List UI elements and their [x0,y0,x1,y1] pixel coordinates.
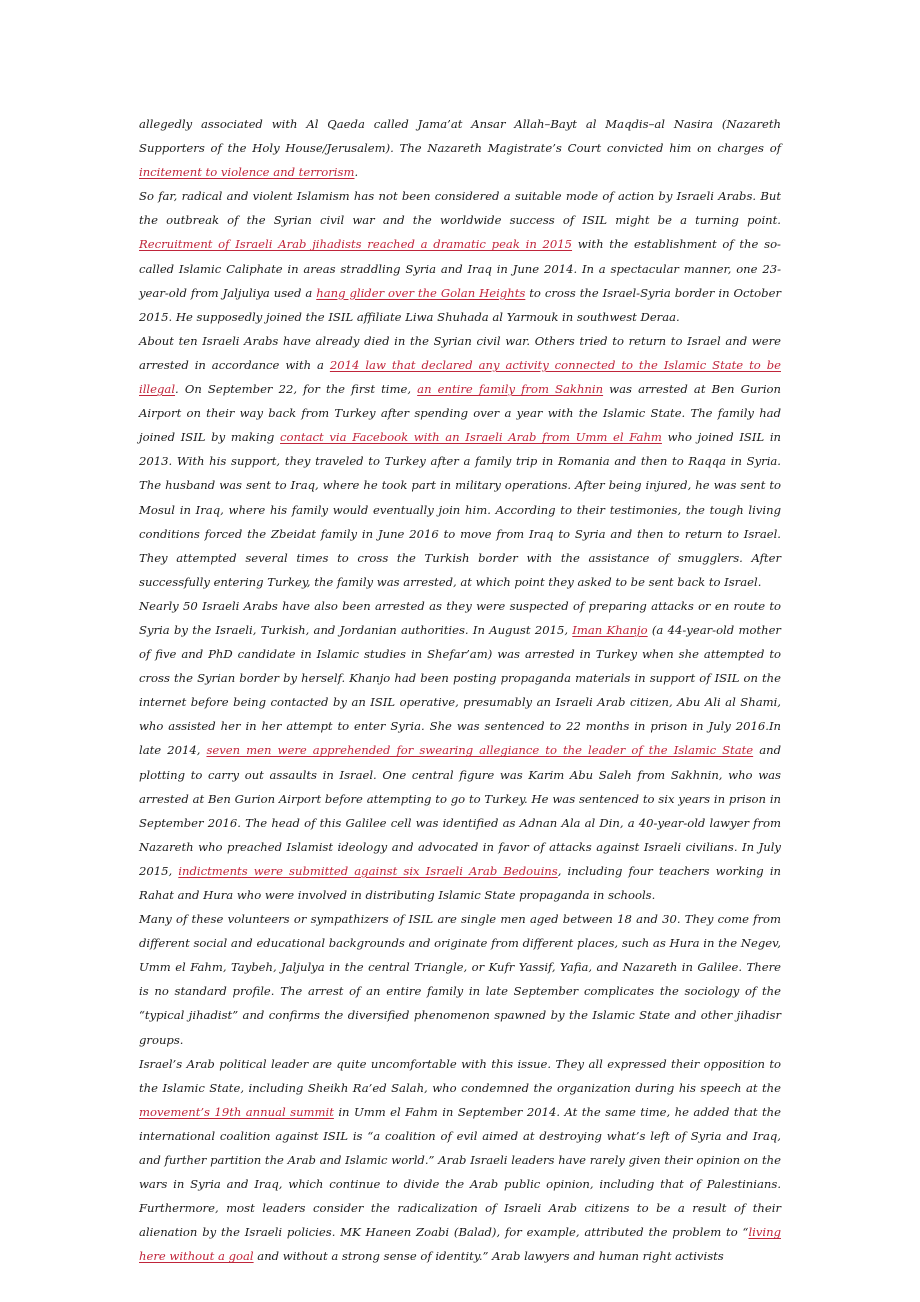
body-text: in Umm el Fahm in September 2014. At the same time, he added that the international coalition against ISIL is “a coalition of evil aimed at destroying what’s left of Syria and Iraq, and further partition the Arab and Islamic world.” Arab Israeli leaders have rarely given their opinion on the wars in Syria and Iraq, which continue to divide the Arab public opinion, including that of Palestinians. Furthermore, most leaders consider the radicalization of Israeli Arab citizens to be a result of their alienation by the Israeli policies. MK Haneen Zoabi (Balad), for example, attributed the problem to “ [139,1104,781,1240]
body-text: . [354,165,359,180]
hyperlink[interactable]: indictments were submitted against six Israeli Arab Bedouins [178,863,558,878]
hyperlink[interactable]: hang glider over the Golan Heights [316,285,526,300]
body-text: . On September 22, for the first time, [175,382,418,397]
paragraph [139,329,781,594]
body-text: , including four teachers working in Rahat and Hura who were involved in distributing Islamic State propaganda in schools. [139,863,781,902]
hyperlink[interactable]: movement’s 19th annual summit [139,1104,334,1119]
body-text: Israel’s Arab political leader are quite uncomfortable with this issue. They all expressed their opposition to the Islamic State, including Sheikh Ra’ed Salah, who condemned the organization during his speech at the [139,1056,781,1095]
body-text: with the establishment of the so-called Islamic Caliphate in areas straddling Syria and Iraq in June 2014. In a spectacular manner, one 23-year-old from Jaljuliya used a [139,237,781,300]
hyperlink[interactable]: an entire family from Sakhnin [417,382,604,397]
body-text: Nearly 50 Israeli Arabs have also been arrested as they were suspected of preparing attacks or en route to Syria by the Israeli, Turkish, and Jordanian authorities. In August 2015, [139,598,781,637]
body-text: About ten Israeli Arabs have already died in the Syrian civil war. Others tried to return to Israel and were arrested in accordance with a [139,333,781,372]
body-text: allegedly associated with Al Qaeda called Jama’at Ansar Allah–Bayt al Maqdis–al Nasira (Nazareth Supporters of the Holy House/Jerusalem). The Nazareth Magistrate’s Court convicted him on charges of [139,117,781,156]
body-text: who joined ISIL in 2013. With his support, they traveled to Turkey after a family trip in Romania and then to Raqqa in Syria. The husband was sent to Iraq, where he took part in military operations. After being injured, he was sent to Mosul in Iraq, where his family would eventually join him. According to their testimonies, the tough living conditions forced the Zbeidat family in June 2016 to move from Iraq to Syria and then to return to Israel. They attempted several times to cross the Turkish border with the assistance of smugglers. After successfully entering Turkey, the family was arrested, at which point they asked to be sent back to Israel. [139,430,782,589]
hyperlink[interactable]: Iman Khanjo [572,622,648,637]
hyperlink[interactable]: living here without a goal [139,1225,781,1264]
hyperlink[interactable]: incitement to violence and terrorism [139,165,355,180]
paragraph [139,184,781,329]
hyperlink[interactable]: contact via Facebook with an Israeli Arab from Umm el Fahm [280,430,662,445]
paragraph [139,1052,781,1269]
hyperlink[interactable]: Recruitment of Israeli Arab jihadists reached a dramatic peak in 2015 [139,237,573,252]
body-text: and without a strong sense of identity.” Arab lawyers and human right activists [253,1249,724,1264]
document-body [139,112,781,1269]
paragraph [139,112,781,184]
body-text: to cross the Israel-Syria border in October 2015. He supposedly joined the ISIL affiliate Liwa Shuhada al Yarmouk in southwest Deraa. [139,285,781,324]
paragraph [139,907,781,1052]
body-text: So far, radical and violent Islamism has not been considered a suitable mode of action by Israeli Arabs. But the outbreak of the Syrian civil war and the worldwide success of ISIL might be a turning point. [139,189,781,228]
body-text: was arrested at Ben Gurion Airport on their way back from Turkey after spending over a year with the Islamic State. The family had joined ISIL by making [139,382,781,445]
body-text: and plotting to carry out assaults in Israel. One central figure was Karim Abu Saleh from Sakhnin, who was arrested at Ben Gurion Airport before attempting to go to Turkey. He was sentenced to six years in prison in September 2016. The head of this Galilee cell was identified as Adnan Ala al Din, a 40-year-old lawyer from Nazareth who preached Islamist ideology and advocated in favor of attacks against Israeli civilians. In July 2015, [139,743,782,878]
hyperlink[interactable]: seven men were apprehended for swearing allegiance to the leader of the Islamic State [206,743,754,758]
paragraph [139,594,781,907]
body-text: Many of these volunteers or sympathizers of ISIL are single men aged between 18 and 30. They come from different social and educational backgrounds and originate from different places, such as Hura in the Negev, Umm el Fahm, Taybeh, Jaljulya in the central Triangle, or Kufr Yassif, Yafia, and Nazareth in Galilee. There is no standard profile. The arrest of an entire family in late September complicates the sociology of the “typical jihadist” and confirms the diversified phenomenon spawned by the Islamic State and other jihadisr groups. [139,912,781,1047]
hyperlink[interactable]: 2014 law that declared any activity connected to the Islamic State to be illegal [139,357,781,397]
body-text: (a 44-year-old mother of five and PhD candidate in Islamic studies in Shefar’am) was arrested in Turkey when she attempted to cross the Syrian border by herself. Khanjo had been posting propaganda materials in support of ISIL on the internet before being contacted by an ISIL operative, presumably an Israeli Arab citizen, Abu Ali al Shami, who assisted her in her attempt to enter Syria. She was sentenced to 22 months in prison in July 2016.In late 2014, [139,622,781,758]
